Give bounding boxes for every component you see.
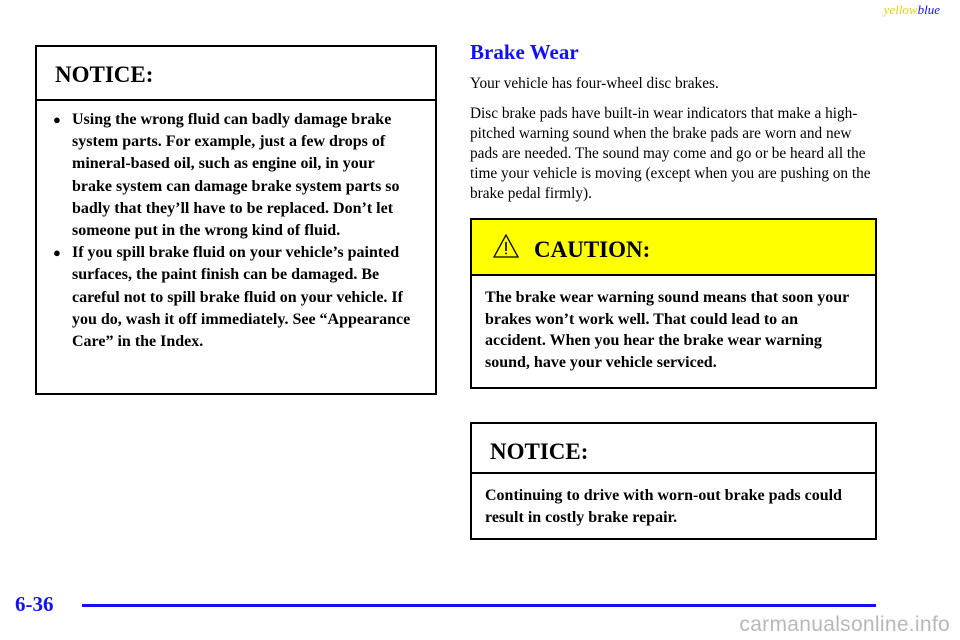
bullet-icon: ●	[53, 112, 61, 127]
section-title: Brake Wear	[470, 40, 579, 64]
notice-item-text: If you spill brake fluid on your vehicle’s painted surfaces, the paint finish can be damaged. Be careful not to spill brake fluid on your vehicle. If you do, wash it off immediately. See “Appearance Care” in the Index.	[72, 244, 411, 351]
bullet-icon: ●	[53, 245, 61, 261]
color-tag	[884, 2, 940, 18]
warning-triangle-icon	[493, 234, 519, 258]
notice-title: NOTICE:	[472, 424, 875, 474]
caution-box	[470, 218, 877, 389]
color-tag-blue: blue	[917, 2, 940, 17]
notice-list-item	[53, 109, 415, 242]
notice-title: NOTICE:	[37, 47, 435, 101]
notice-box-left	[35, 45, 437, 395]
notice-text: Continuing to drive with worn-out brake pads could result in costly brake repair.	[485, 487, 842, 526]
watermark: carmanualsonline.info	[739, 613, 950, 636]
notice-item-text: Using the wrong fluid can badly damage brake system parts. For example, just a few drops of mineral-based oil, such as engine oil, in your brake system can damage brake system parts so badly that they’ll have to be replaced. Don’t let someone put in the wrong kind of fluid.	[72, 111, 400, 240]
page-number: 6-36	[15, 592, 54, 616]
notice-box-right	[470, 422, 877, 540]
intro-paragraph: Your vehicle has four-wheel disc brakes.	[470, 75, 719, 92]
notice-list	[37, 101, 435, 353]
notice-list-item	[53, 242, 415, 353]
caution-text: The brake wear warning sound means that soon your brakes won’t work well. That could lead to an accident. When you hear the brake wear warning sound, have your vehicle serviced.	[485, 289, 849, 371]
footer-rule	[82, 604, 876, 607]
color-tag-yellow: yellow	[883, 2, 918, 17]
caution-title: CAUTION:	[534, 237, 651, 262]
caution-header	[472, 220, 875, 276]
body-paragraph: Disc brake pads have built-in wear indicators that make a high-pitched warning sound when the brake pads are worn and new pads are needed. The sound may come and go or be heard all the time your vehicle is moving (except when you are pushing on the brake pedal firmly).	[470, 105, 871, 202]
